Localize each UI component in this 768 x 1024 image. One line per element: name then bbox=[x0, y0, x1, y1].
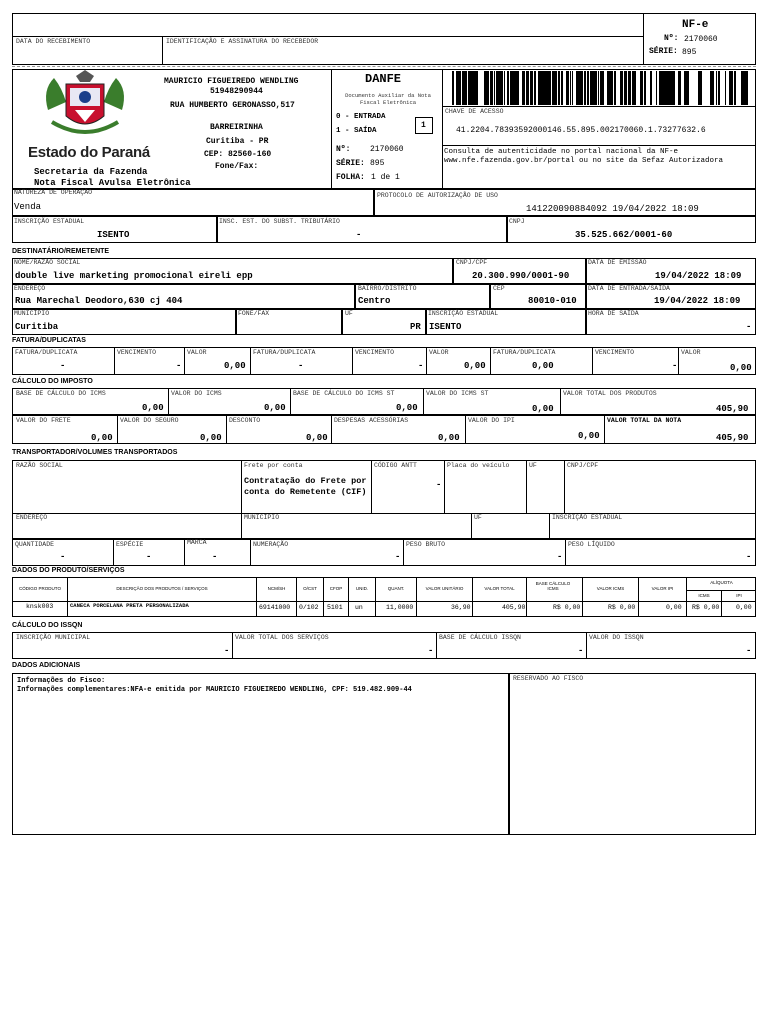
th-unit-value: VALOR UNITÁRIO bbox=[425, 586, 464, 591]
receipt-number-label: Nº: bbox=[664, 34, 679, 43]
ipi-label: VALOR DO IPI bbox=[468, 417, 515, 424]
th-total: VALOR TOTAL bbox=[484, 586, 515, 591]
avulsa-title: Nota Fiscal Avulsa Eletrônica bbox=[34, 178, 191, 188]
issuer-district: BARREIRINHA bbox=[210, 123, 263, 132]
icms-value: 0,00 bbox=[264, 403, 286, 413]
td-total: 405,90 bbox=[502, 604, 526, 611]
cnpj-value: 35.525.662/0001-60 bbox=[575, 230, 673, 240]
th-rate-ipi: IPI bbox=[736, 593, 742, 598]
issuer-phone: Fone/Fax: bbox=[215, 162, 259, 171]
products-table bbox=[12, 577, 756, 617]
gross-value: - bbox=[557, 552, 563, 562]
th-rate: ALÍQUOTA bbox=[710, 580, 733, 585]
td-cst: 0/102 bbox=[299, 604, 319, 611]
danfe-subtitle: Documento Auxiliar da Nota Fiscal Eletrônica bbox=[345, 92, 431, 107]
exit-time: - bbox=[746, 322, 752, 332]
icms-st-base: 0,00 bbox=[396, 403, 418, 413]
consult-text: Consulta de autenticidade no portal nacional da NF-e www.nfe.fazenda.gov.br/portal ou no site da Sefaz Autorizadora bbox=[444, 148, 724, 165]
uf-value: PR bbox=[410, 322, 421, 332]
td-icms-base: R$ 0,00 bbox=[553, 604, 581, 611]
antt-value: - bbox=[436, 480, 442, 490]
ipi-value: 0,00 bbox=[578, 431, 600, 441]
danfe-series-label: SÉRIE: bbox=[336, 159, 365, 168]
note-total-label: VALOR TOTAL DA NOTA bbox=[607, 417, 682, 424]
protocol-value: 141220090884092 19/04/2022 18:09 bbox=[526, 204, 699, 214]
entry-date-label: DATA DE ENTRADA/SAÍDA bbox=[588, 285, 670, 292]
td-cfop: 5101 bbox=[327, 604, 343, 611]
th-ncm: NCM/SH bbox=[267, 586, 286, 591]
carrier-freight: Contratação do Frete por conta do Remetente (CIF) bbox=[244, 476, 367, 497]
carrier-row-2 bbox=[12, 513, 756, 539]
ie-label: INSCRIÇÃO ESTADUAL bbox=[14, 218, 85, 225]
td-qty: 11,0000 bbox=[386, 604, 414, 611]
invoice-label-3: FATURA/DUPLICATA bbox=[493, 349, 556, 356]
numbering-label: NUMERAÇÃO bbox=[253, 541, 289, 548]
access-key: 41.2204.78393592000146.55.895.002170060.1.73277632.6 bbox=[456, 126, 706, 135]
invoices-section: FATURA/DUPLICATAS bbox=[12, 337, 86, 344]
barcode bbox=[452, 71, 752, 105]
th-unit: UNID. bbox=[355, 586, 369, 591]
icms-st-base-label: BASE DE CÁLCULO DO ICMS ST bbox=[293, 390, 395, 397]
freight-label: VALOR DO FRETE bbox=[16, 417, 71, 424]
carrier-section: TRANSPORTADOR/VOLUMES TRANSPORTADOS bbox=[12, 449, 178, 456]
th-description: DESCRIÇÃO DOS PRODUTOS / SERVIÇOS bbox=[116, 586, 208, 591]
brand-value: - bbox=[212, 552, 218, 562]
carrier-cnpj-label: CNPJ/CPF bbox=[567, 462, 599, 469]
receipt-nfe-title: NF-e bbox=[682, 19, 709, 31]
icms-base: 0,00 bbox=[142, 403, 164, 413]
icms-base-label: BASE DE CÁLCULO DO ICMS bbox=[16, 390, 106, 397]
district-label: BAIRRO/DISTRITO bbox=[358, 285, 417, 292]
antt-label: CÓDIGO ANTT bbox=[374, 462, 417, 469]
additional-section: DADOS ADICIONAIS bbox=[12, 662, 81, 669]
recipient-name: double live marketing promocional eireli epp bbox=[15, 271, 253, 281]
td-rate-icms: R$ 0,00 bbox=[692, 604, 720, 611]
issuer-name: MAURICIO FIGUEIREDO WENDLING bbox=[164, 77, 299, 86]
products-total: 405,90 bbox=[716, 404, 749, 414]
discount-label: DESCONTO bbox=[229, 417, 261, 424]
tax-section: CÁLCULO DO IMPOSTO bbox=[12, 378, 93, 385]
issuer-id: 51948290944 bbox=[210, 87, 263, 96]
access-key-label: CHAVE DE ACESSO bbox=[445, 108, 504, 115]
recipient-cnpj-label: CNPJ/CPF bbox=[456, 259, 488, 266]
issue-date-label: DATA DE EMISSÃO bbox=[588, 259, 647, 266]
td-ipi-value: 0,00 bbox=[666, 604, 682, 611]
products-total-label: VALOR TOTAL DOS PRODUTOS bbox=[563, 390, 657, 397]
danfe-series: 895 bbox=[370, 159, 385, 168]
icms-label: VALOR DO ICMS bbox=[171, 390, 222, 397]
receipt-series: 895 bbox=[682, 48, 697, 57]
th-ipi-value: VALOR IPI bbox=[651, 586, 674, 591]
issqn-municipal-label: INSCRIÇÃO MUNICIPAL bbox=[16, 634, 91, 641]
plate-label: Placa do veículo bbox=[447, 462, 510, 469]
carrier-freight-label: Frete por conta bbox=[244, 462, 303, 469]
danfe-sheet: 1 de 1 bbox=[371, 173, 400, 182]
td-rate-ipi: 0,00 bbox=[736, 604, 752, 611]
phone-label: FONE/FAX bbox=[238, 310, 270, 317]
city-value: Curitiba bbox=[15, 322, 59, 332]
signature-label: IDENTIFICAÇÃO E ASSINATURA DO RECEBEDOR bbox=[166, 38, 319, 45]
th-icms-base: BASE CÁLCULO ICMS bbox=[535, 581, 571, 591]
th-code: CÓDIGO PRODUTO bbox=[19, 586, 61, 591]
expenses-value: 0,00 bbox=[438, 433, 460, 443]
due-1: - bbox=[176, 361, 182, 371]
issqn-base-label: BASE DE CÁLCULO ISSQN bbox=[439, 634, 521, 641]
recipient-ie: ISENTO bbox=[429, 322, 462, 332]
cep-label: CEP bbox=[493, 285, 505, 292]
recipient-name-label: NOME/RAZÃO SOCIAL bbox=[14, 259, 81, 266]
numbering-value: - bbox=[395, 552, 401, 562]
issuer-city: Curitiba - PR bbox=[206, 137, 269, 146]
cep-value: 80010-010 bbox=[528, 296, 577, 306]
due-label-2: VENCIMENTO bbox=[355, 349, 395, 356]
species-label: ESPÉCIE bbox=[116, 541, 144, 548]
invoice-label-2: FATURA/DUPLICATA bbox=[253, 349, 316, 356]
invoice-2: - bbox=[298, 361, 304, 371]
carrier-name-label: RAZÃO SOCIAL bbox=[16, 462, 63, 469]
issqn-value-label: VALOR DO ISSQN bbox=[589, 634, 644, 641]
td-ncm: 69141000 bbox=[259, 604, 291, 611]
issqn-section: CÁLCULO DO ISSQN bbox=[12, 622, 83, 629]
td-description: CANECA PORCELANA PRETA PERSONALIZADA bbox=[70, 602, 189, 609]
issqn-services: - bbox=[428, 646, 434, 656]
due-label-1: VENCIMENTO bbox=[117, 349, 157, 356]
value-label-3: VALOR bbox=[681, 349, 701, 356]
reserved-box bbox=[509, 673, 756, 835]
district-value: Centro bbox=[358, 296, 391, 306]
carrier-city-label: MUNICÍPIO bbox=[244, 514, 280, 521]
th-cfop: CFOP bbox=[329, 586, 343, 591]
receipt-series-label: SÉRIE: bbox=[649, 47, 678, 56]
receipt-strip bbox=[12, 13, 644, 65]
carrier-uf-label: UF bbox=[529, 462, 537, 469]
issqn-value: - bbox=[746, 646, 752, 656]
value-label-2: VALOR bbox=[429, 349, 449, 356]
danfe-exit: 1 - SAÍDA bbox=[336, 127, 377, 135]
uf-label: UF bbox=[345, 310, 353, 317]
td-unit: un bbox=[355, 604, 363, 611]
net-label: PESO LÍQUIDO bbox=[568, 541, 615, 548]
ie-value: ISENTO bbox=[97, 230, 130, 240]
additional-line-1: Informações do Fisco: bbox=[17, 677, 106, 685]
state-name: Estado do Paraná bbox=[28, 144, 150, 161]
issqn-base: - bbox=[578, 646, 584, 656]
value-2: 0,00 bbox=[464, 361, 486, 371]
expenses-label: DESPESAS ACESSÓRIAS bbox=[334, 417, 409, 424]
coat-of-arms-icon bbox=[40, 70, 130, 142]
ie-st-value: - bbox=[356, 230, 362, 240]
danfe-number-label: Nº: bbox=[336, 145, 351, 154]
exit-time-label: HORA DE SAÍDA bbox=[588, 310, 639, 317]
carrier-address-label: ENDEREÇO bbox=[16, 514, 48, 521]
issuer-cep: CEP: 82560-160 bbox=[204, 150, 272, 159]
carrier-uf2-label: UF bbox=[474, 514, 482, 521]
qty-label: QUANTIDADE bbox=[15, 541, 55, 548]
invoice-label-1: FATURA/DUPLICATA bbox=[15, 349, 78, 356]
recipient-cnpj: 20.300.990/0001-90 bbox=[472, 271, 570, 281]
icms-st-label: VALOR DO ICMS ST bbox=[426, 390, 489, 397]
nature-label: NATUREZA DE OPERAÇÃO bbox=[14, 189, 93, 196]
discount-value: 0,00 bbox=[306, 433, 328, 443]
brand-label: MARCA bbox=[187, 539, 207, 546]
receipt-number: 2170060 bbox=[684, 35, 718, 44]
recipient-ie-label: INSCRIÇÃO ESTADUAL bbox=[428, 310, 499, 317]
insurance-label: VALOR DO SEGURO bbox=[120, 417, 179, 424]
td-unit-value: 36,90 bbox=[451, 604, 471, 611]
qty-value: - bbox=[60, 552, 66, 562]
invoice-3: 0,00 bbox=[532, 361, 554, 371]
value-label-1: VALOR bbox=[187, 349, 207, 356]
additional-line-2: Informações complementares:NFA-e emitida por MAURICIO FIGUEIREDO WENDLING, CPF: 519.482.909-44 bbox=[17, 686, 412, 694]
invoice-1: - bbox=[60, 361, 66, 371]
address-label: ENDEREÇO bbox=[14, 285, 46, 292]
danfe-sheet-label: FOLHA: bbox=[336, 173, 365, 182]
due-label-3: VENCIMENTO bbox=[595, 349, 635, 356]
th-rate-icms: ICMS bbox=[698, 593, 710, 598]
value-1: 0,00 bbox=[224, 361, 246, 371]
issqn-municipal: - bbox=[224, 646, 230, 656]
protocol-label: PROTOCOLO DE AUTORIZAÇÃO DE USO bbox=[377, 192, 498, 199]
value-3: 0,00 bbox=[730, 363, 752, 373]
issuer-street: RUA HUMBERTO GERONASSO,517 bbox=[170, 101, 295, 110]
recipient-section: DESTINATÁRIO/REMETENTE bbox=[12, 248, 110, 255]
issqn-services-label: VALOR TOTAL DOS SERVIÇOS bbox=[235, 634, 329, 641]
issqn-row bbox=[12, 632, 756, 659]
issue-date: 19/04/2022 18:09 bbox=[655, 271, 742, 281]
danfe-number: 2170060 bbox=[370, 145, 404, 154]
ie-st-label: INSC. EST. DO SUBST. TRIBUTÁRIO bbox=[219, 218, 340, 225]
cnpj-label: CNPJ bbox=[509, 218, 525, 225]
freight-value: 0,00 bbox=[91, 433, 113, 443]
species-value: - bbox=[146, 552, 152, 562]
td-code: knsk003 bbox=[26, 603, 54, 610]
entry-date: 19/04/2022 18:09 bbox=[654, 296, 741, 306]
th-qty: QUANT. bbox=[387, 586, 405, 591]
due-3: - bbox=[672, 361, 678, 371]
net-value: - bbox=[746, 552, 752, 562]
danfe-entry: 0 - ENTRADA bbox=[336, 113, 386, 121]
nature-value: Venda bbox=[14, 202, 42, 212]
additional-info-box bbox=[12, 673, 509, 835]
gross-label: PESO BRUTO bbox=[406, 541, 446, 548]
insurance-value: 0,00 bbox=[200, 433, 222, 443]
reserved-label: RESERVADO AO FISCO bbox=[513, 675, 584, 682]
icms-st-value: 0,00 bbox=[532, 404, 554, 414]
danfe-type-value: 1 bbox=[421, 121, 426, 130]
address-value: Rua Marechal Deodoro,630 cj 404 bbox=[15, 296, 183, 306]
due-2: - bbox=[418, 361, 424, 371]
th-cst: O/CST bbox=[303, 586, 317, 591]
td-icms-value: R$ 0,00 bbox=[608, 604, 636, 611]
th-icms-value: VALOR ICMS bbox=[596, 586, 625, 591]
carrier-ie-label: INSCRIÇÃO ESTADUAL bbox=[552, 514, 623, 521]
products-section: DADOS DO PRODUTO/SERVIÇOS bbox=[12, 567, 125, 574]
secretariat: Secretaria da Fazenda bbox=[34, 167, 148, 177]
note-total: 405,90 bbox=[716, 433, 749, 443]
danfe-title: DANFE bbox=[365, 72, 402, 86]
received-date-label: DATA DO RECEBIMENTO bbox=[16, 38, 91, 45]
city-label: MUNICÍPIO bbox=[14, 310, 50, 317]
